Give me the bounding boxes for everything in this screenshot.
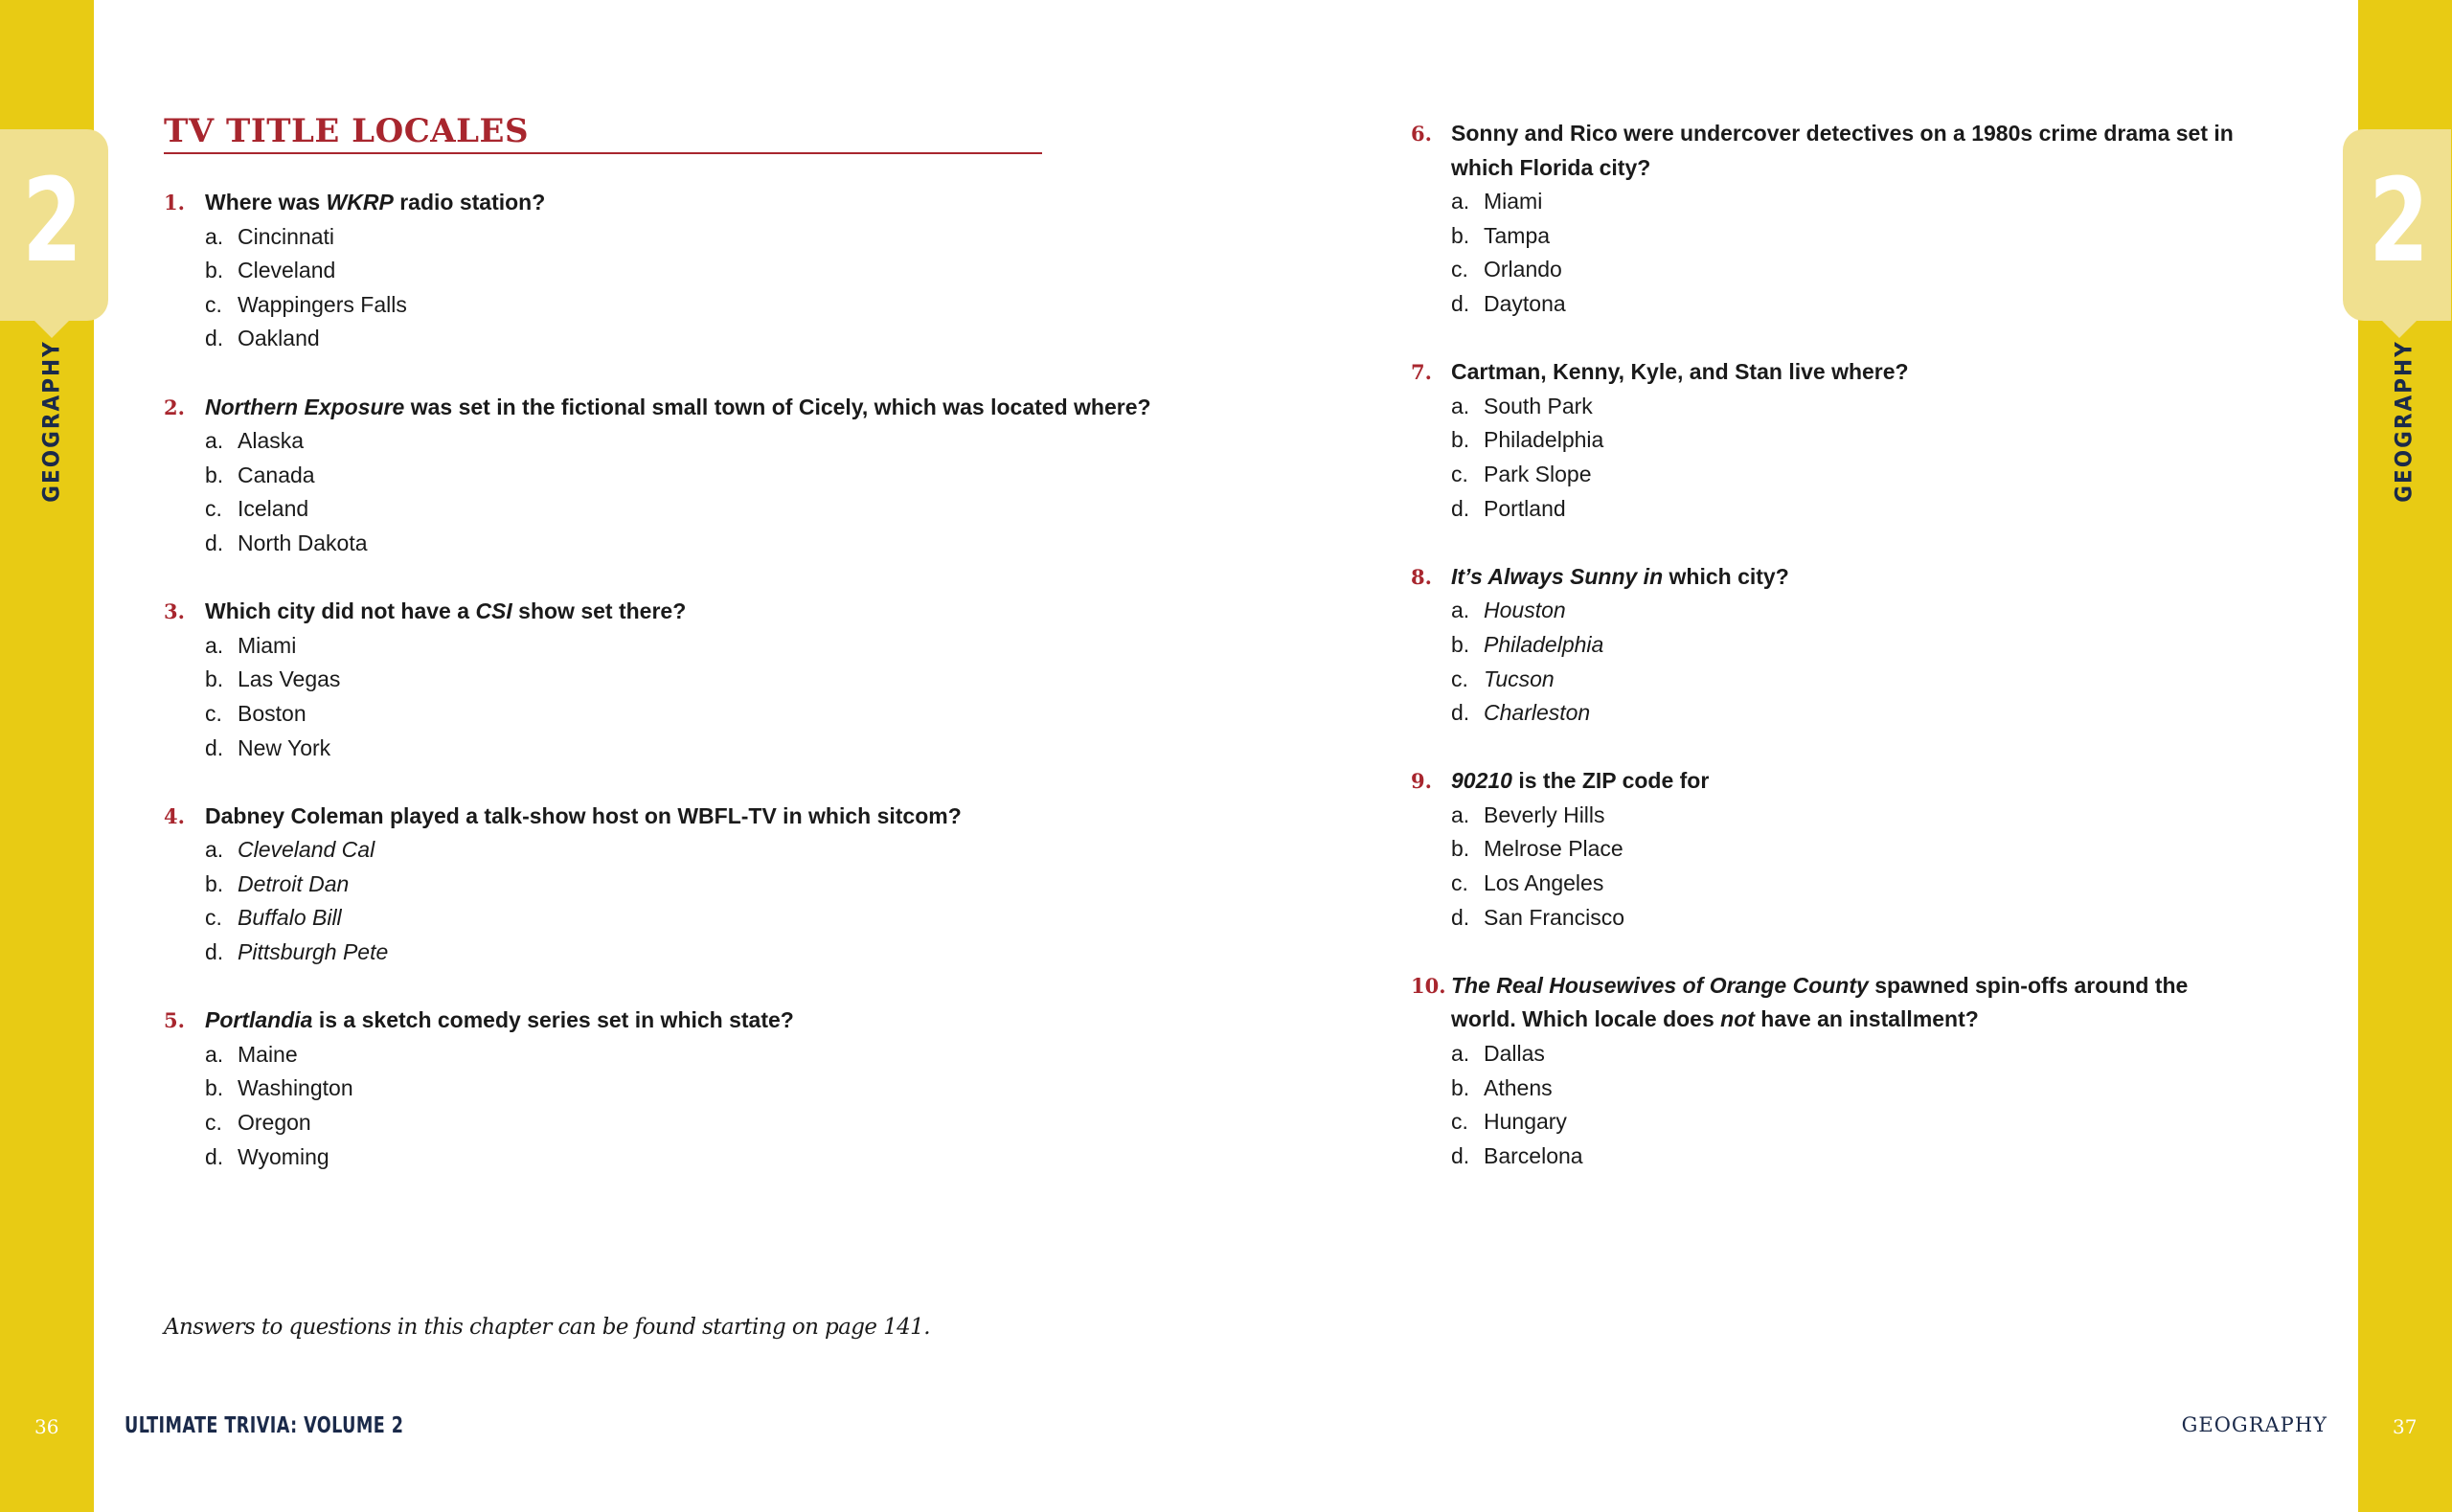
question-number: 8. — [1411, 564, 1432, 589]
option-letter: a. — [1451, 393, 1470, 418]
option-text: Wyoming — [238, 1143, 329, 1169]
tab-pointer — [34, 321, 69, 338]
question-text-segment: Northern Exposure — [205, 394, 405, 419]
option-text: Iceland — [238, 496, 309, 522]
question-number: 1. — [164, 191, 185, 214]
option-text: Maine — [238, 1041, 298, 1067]
answer-option — [1451, 628, 2254, 663]
answer-option — [205, 254, 1151, 288]
option-letter: b. — [205, 870, 224, 896]
book-title-footer: ULTIMATE TRIVIA: VOLUME 2 — [125, 1413, 404, 1438]
answer-option — [205, 936, 1151, 970]
question-text-segment: Which city did not have a — [205, 598, 476, 624]
option-text: Oregon — [238, 1110, 311, 1136]
question-text — [205, 1004, 1151, 1038]
option-letter: b. — [205, 258, 224, 283]
option-letter: a. — [205, 632, 224, 658]
question-text-segment: It’s Always Sunny in — [1451, 563, 1664, 589]
chapter-label-left — [33, 340, 71, 503]
question-text-segment: is the ZIP code for — [1511, 768, 1710, 794]
answer-option — [205, 868, 1151, 902]
option-letter: b. — [1451, 1074, 1470, 1100]
answer-option — [1451, 1037, 2254, 1072]
option-text: Cleveland Cal — [238, 837, 375, 863]
option-letter: b. — [1451, 427, 1470, 453]
question-text — [1451, 560, 2254, 595]
chapter-title-footer: GEOGRAPHY — [2181, 1413, 2327, 1436]
answer-option — [1451, 219, 2254, 254]
option-text: Cincinnati — [238, 223, 334, 249]
option-letter: d. — [205, 1143, 224, 1169]
option-text: Miami — [238, 632, 297, 658]
answer-option — [1451, 458, 2254, 492]
chapter-number: 2 — [22, 155, 82, 288]
option-text: Hungary — [1484, 1109, 1567, 1135]
option-letter: a. — [1451, 598, 1470, 623]
option-text: Alaska — [238, 428, 305, 454]
answer-option — [205, 288, 1151, 323]
answers-note: Answers to questions in this chapter can be found starting on page 141. — [164, 1315, 930, 1340]
option-letter: a. — [1451, 189, 1470, 214]
option-letter: d. — [205, 939, 224, 965]
option-text: Los Angeles — [1484, 870, 1604, 896]
option-text: Dallas — [1484, 1041, 1545, 1067]
option-text: Houston — [1484, 598, 1566, 623]
question-text-segment: spawned spin-offs around the world. Which locale does — [1451, 972, 2189, 1032]
question-text-segment: Where was — [205, 190, 327, 214]
option-text: Philadelphia — [1484, 427, 1604, 453]
option-letter: c. — [205, 496, 222, 522]
option-letter: d. — [1451, 495, 1470, 521]
answer-option — [205, 1140, 1151, 1175]
answer-option — [1451, 832, 2254, 867]
option-letter: b. — [1451, 631, 1470, 657]
option-letter: a. — [1451, 801, 1470, 827]
answer-option — [205, 492, 1151, 527]
option-letter: c. — [1451, 1109, 1468, 1135]
question-text — [1451, 969, 2254, 1037]
question-number: 9. — [1411, 769, 1432, 794]
option-letter: a. — [205, 837, 224, 863]
option-text: Canada — [238, 462, 315, 487]
question-number: 5. — [164, 1008, 185, 1033]
answer-option — [1451, 390, 2254, 424]
section-title: TV TITLE LOCALES — [164, 112, 530, 150]
answer-option — [1451, 253, 2254, 287]
question-3 — [164, 595, 1151, 765]
option-letter: c. — [205, 291, 222, 317]
option-text: North Dakota — [238, 530, 368, 555]
question-5 — [164, 1004, 1151, 1174]
option-text: Athens — [1484, 1074, 1553, 1100]
option-text: Oakland — [238, 326, 320, 351]
answer-option — [205, 697, 1151, 732]
question-text — [1451, 355, 2254, 390]
questions-column-right — [1411, 117, 2254, 1207]
answer-option — [205, 732, 1151, 766]
question-text-segment: Portlandia — [205, 1007, 313, 1033]
page-number-left: 36 — [34, 1415, 59, 1438]
option-text: Wappingers Falls — [238, 291, 407, 317]
answer-option — [205, 1038, 1151, 1072]
question-text-segment: The Real Housewives of Orange County — [1451, 972, 1869, 998]
question-8 — [1411, 560, 2254, 731]
option-letter: d. — [1451, 290, 1470, 316]
option-letter: c. — [1451, 461, 1468, 486]
answer-option — [205, 629, 1151, 664]
question-text-segment: was set in the fictional small town of Cicely, which was located where? — [404, 394, 1151, 419]
question-text-segment: is a sketch comedy series set in which state? — [312, 1007, 794, 1033]
option-text: Detroit Dan — [238, 870, 350, 896]
question-number: 6. — [1411, 122, 1432, 146]
option-letter: d. — [1451, 1142, 1470, 1168]
option-text: New York — [238, 734, 331, 760]
tab-pointer — [2382, 321, 2417, 338]
question-6 — [1411, 117, 2254, 322]
answer-option — [205, 1106, 1151, 1140]
option-letter: b. — [205, 666, 224, 692]
question-text — [1451, 764, 2254, 799]
page-number-right: 37 — [2393, 1415, 2418, 1438]
option-letter: c. — [205, 700, 222, 726]
option-letter: c. — [205, 905, 222, 931]
answer-option — [1451, 799, 2254, 833]
option-text: Buffalo Bill — [238, 905, 342, 931]
question-text-segment: which city? — [1663, 563, 1789, 589]
option-text: Beverly Hills — [1484, 801, 1605, 827]
option-text: Orlando — [1484, 257, 1562, 282]
option-letter: a. — [205, 428, 224, 454]
question-text — [1451, 117, 2254, 185]
option-text: Tampa — [1484, 222, 1551, 248]
question-text-segment: 90210 — [1451, 768, 1512, 794]
answer-option — [1451, 287, 2254, 322]
question-9 — [1411, 764, 2254, 935]
answer-option — [205, 220, 1151, 255]
option-letter: d. — [205, 734, 224, 760]
question-10 — [1411, 969, 2254, 1174]
question-text-segment: CSI — [475, 598, 512, 624]
option-letter: a. — [205, 1041, 224, 1067]
option-letter: b. — [1451, 222, 1470, 248]
question-text — [205, 391, 1151, 425]
option-text: Las Vegas — [238, 666, 341, 692]
option-text: Washington — [238, 1075, 353, 1101]
question-number: 7. — [1411, 360, 1432, 385]
title-underline — [164, 152, 1042, 154]
option-letter: a. — [205, 223, 224, 249]
question-4 — [164, 800, 1151, 970]
option-letter: a. — [1451, 1041, 1470, 1067]
question-text-segment: have an installment? — [1754, 1006, 1979, 1032]
answer-option — [1451, 423, 2254, 458]
answer-option — [205, 1072, 1151, 1106]
option-letter: c. — [1451, 257, 1468, 282]
question-text-segment: radio station? — [393, 190, 546, 214]
question-number: 3. — [164, 599, 185, 624]
option-text: Philadelphia — [1484, 631, 1604, 657]
answer-option — [1451, 1140, 2254, 1174]
answer-option — [205, 322, 1151, 356]
answer-option — [205, 833, 1151, 868]
answer-option — [1451, 696, 2254, 731]
question-text-segment: Cartman, Kenny, Kyle, and Stan live where? — [1451, 359, 1909, 385]
option-letter: c. — [1451, 666, 1468, 691]
option-letter: b. — [1451, 836, 1470, 862]
answer-option — [1451, 867, 2254, 901]
question-2 — [164, 391, 1151, 561]
answer-option — [1451, 663, 2254, 697]
answer-option — [205, 527, 1151, 561]
option-text: Tucson — [1484, 666, 1555, 691]
chapter-label-right — [2385, 340, 2423, 503]
option-text: Charleston — [1484, 700, 1591, 726]
question-7 — [1411, 355, 2254, 526]
option-text: Melrose Place — [1484, 836, 1623, 862]
question-text — [205, 800, 1151, 834]
answer-option — [1451, 492, 2254, 527]
option-letter: d. — [1451, 904, 1470, 930]
question-text — [205, 595, 1151, 629]
question-text-segment: show set there? — [511, 598, 687, 624]
questions-column-left — [164, 186, 1151, 1208]
answer-option — [1451, 1072, 2254, 1106]
option-text: Park Slope — [1484, 461, 1592, 486]
chapter-label-text: GEOGRAPHY — [2391, 340, 2418, 503]
question-text-segment: Sonny and Rico were undercover detectives on a 1980s crime drama set in which Florida city? — [1451, 121, 2234, 180]
question-number: 10. — [1411, 973, 1446, 998]
option-text: Pittsburgh Pete — [238, 939, 389, 965]
answer-option — [1451, 594, 2254, 628]
option-text: Cleveland — [238, 258, 336, 283]
option-letter: b. — [205, 462, 224, 487]
option-letter: d. — [1451, 700, 1470, 726]
chapter-number: 2 — [2369, 155, 2429, 288]
option-letter: b. — [205, 1075, 224, 1101]
option-text: Daytona — [1484, 290, 1566, 316]
answer-option — [1451, 185, 2254, 219]
left-chapter-tab — [0, 129, 108, 321]
question-text-segment: WKRP — [326, 190, 394, 214]
answer-option — [1451, 901, 2254, 936]
option-letter: c. — [1451, 870, 1468, 896]
option-letter: d. — [205, 530, 224, 555]
option-text: Boston — [238, 700, 306, 726]
question-number: 4. — [164, 803, 185, 828]
answer-option — [1451, 1105, 2254, 1140]
option-letter: c. — [205, 1110, 222, 1136]
question-text-segment: Dabney Coleman played a talk-show host on WBFL-TV in which sitcom? — [205, 802, 962, 828]
option-text: Barcelona — [1484, 1142, 1583, 1168]
answer-option — [205, 663, 1151, 697]
question-text-segment: not — [1720, 1006, 1755, 1032]
option-text: Miami — [1484, 189, 1543, 214]
answer-option — [205, 901, 1151, 936]
question-1 — [164, 186, 1151, 356]
option-letter: d. — [205, 326, 224, 351]
option-text: Portland — [1484, 495, 1566, 521]
question-text — [205, 186, 1151, 220]
chapter-label-text: GEOGRAPHY — [38, 340, 65, 503]
question-number: 2. — [164, 395, 185, 419]
option-text: South Park — [1484, 393, 1593, 418]
option-text: San Francisco — [1484, 904, 1625, 930]
answer-option — [205, 424, 1151, 459]
right-chapter-tab — [2343, 129, 2451, 321]
answer-option — [205, 459, 1151, 493]
